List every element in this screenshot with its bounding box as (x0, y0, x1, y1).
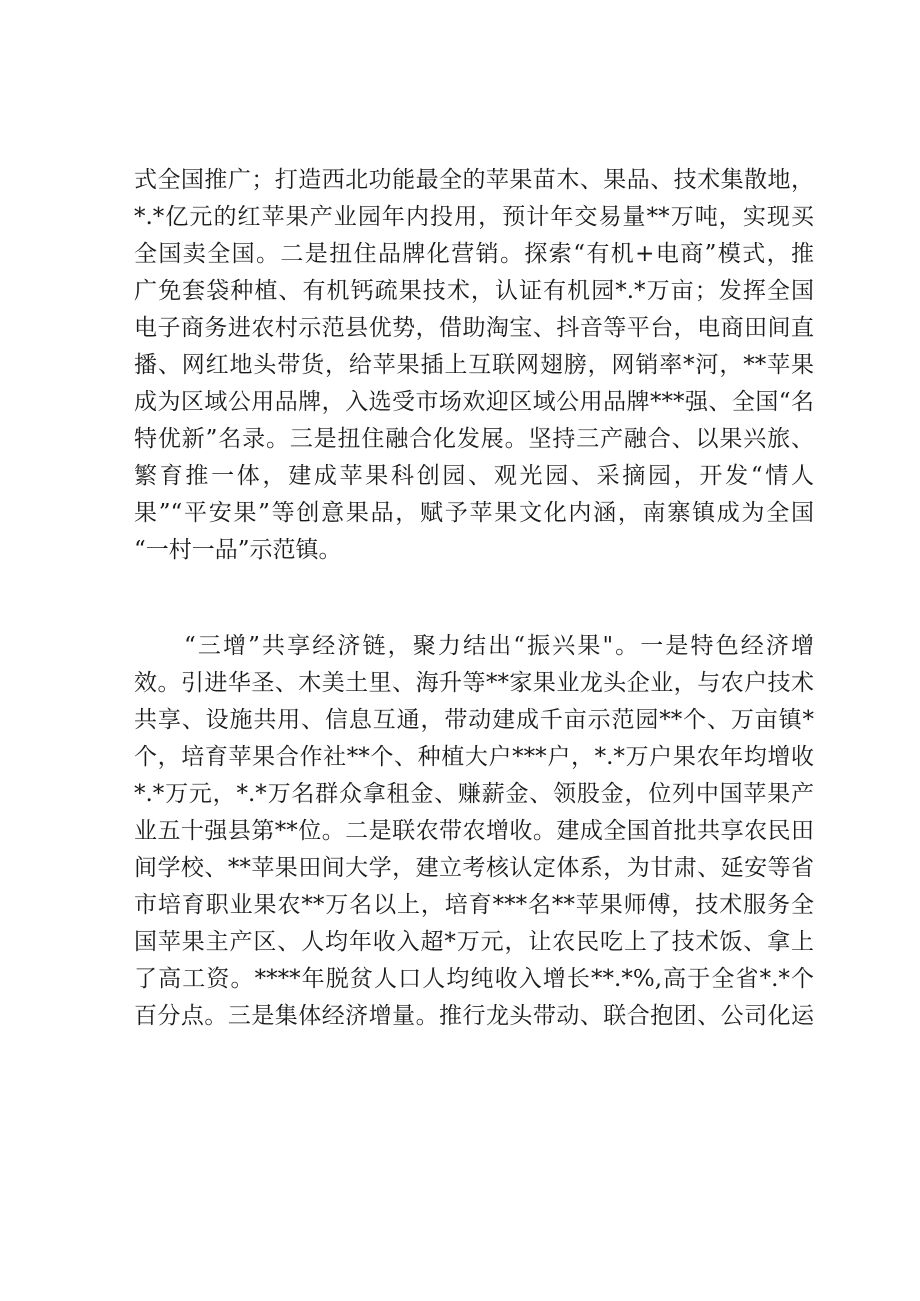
text-line: 特优新”名录。三是扭住融合化发展。坚持三产融合、以果兴旅、 (134, 426, 814, 452)
text-line: 市培育职业果农**万名以上，培育***名**苹果师傅，技术服务全 (134, 892, 814, 918)
text-line: *.*亿元的红苹果产业园年内投用，预计年交易量**万吨，实现买 (134, 204, 814, 230)
text-line: 电子商务进农村示范县优势，借助淘宝、抖音等平台，电商田间直 (134, 315, 814, 341)
text-line: 播、网红地头带货，给苹果插上互联网翅膀，网销率*河，**苹果 (134, 352, 814, 378)
text-line: 了高工资。****年脱贫人口人均纯收入增长**.*%,高于全省*.*个 (134, 966, 814, 992)
text-line: 百分点。三是集体经济增量。推行龙头带动、联合抱团、公司化运 (134, 1003, 814, 1029)
text-line: 成为区域公用品牌，入选受市场欢迎区域公用品牌***强、全国“名 (134, 389, 814, 415)
text-line: 个，培育苹果合作社**个、种植大户***户，*.*万户果农年均增收 (134, 744, 814, 770)
paragraph-1 (134, 162, 814, 569)
paragraph-2 (134, 628, 814, 1035)
text-line: 共享、设施共用、信息互通，带动建成千亩示范园**个、万亩镇* (134, 707, 814, 733)
text-line: “三增”共享经济链，聚力结出“振兴果"。一是特色经济增 (184, 633, 814, 659)
text-line: 效。引进华圣、木美土里、海升等**家果业龙头企业，与农户技术 (134, 670, 814, 696)
text-line: 业五十强县第**位。二是联农带农增收。建成全国首批共享农民田 (134, 818, 814, 844)
text-line: 繁育推一体，建成苹果科创园、观光园、采摘园，开发“情人 (134, 463, 814, 489)
text-line: 全国卖全国。二是扭住品牌化营销。探索“有机+电商”模式，推 (134, 241, 814, 267)
text-line: 国苹果主产区、人均年收入超*万元，让农民吃上了技术饭、拿上 (134, 929, 814, 955)
text-line: 式全国推广；打造西北功能最全的苹果苗木、果品、技术集散地， (134, 167, 814, 193)
text-line: 广免套袋种植、有机钙疏果技术，认证有机园*.*万亩；发挥全国 (134, 278, 814, 304)
text-line: 果”“平安果”等创意果品，赋予苹果文化内涵，南寨镇成为全国 (134, 500, 814, 526)
text-line: *.*万元，*.*万名群众拿租金、赚薪金、领股金，位列中国苹果产 (134, 781, 814, 807)
text-line: “一村一品”示范镇。 (134, 537, 342, 563)
text-line: 间学校、**苹果田间大学，建立考核认定体系，为甘肃、延安等省 (134, 855, 814, 881)
